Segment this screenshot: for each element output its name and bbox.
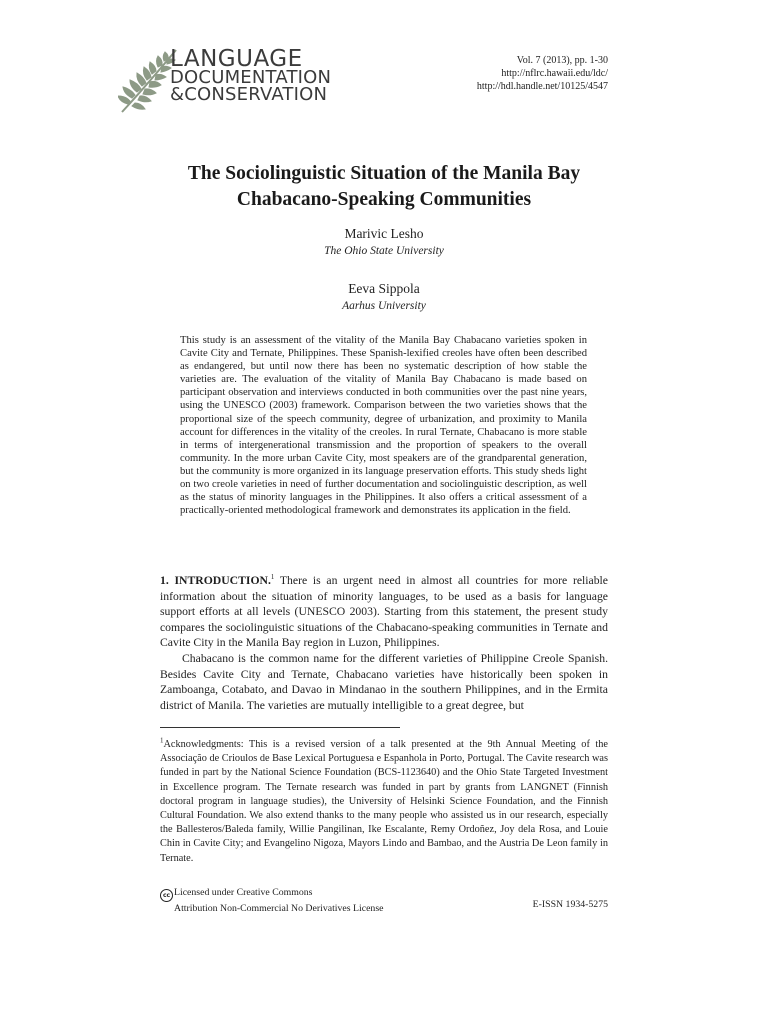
footnote-divider bbox=[160, 727, 400, 728]
author-name: Marivic Lesho bbox=[344, 226, 424, 241]
author-affiliation: Aarhus University bbox=[342, 300, 426, 312]
intro-paragraph-1 bbox=[160, 573, 608, 651]
license-line-2: Attribution Non-Commercial No Derivatives License bbox=[174, 903, 384, 914]
handle-url[interactable]: http://hdl.handle.net/10125/4547 bbox=[476, 81, 608, 92]
license-notice bbox=[160, 886, 384, 915]
volume-info: Vol. 7 (2013), pp. 1-30 bbox=[516, 55, 608, 66]
logo-line-3: &CONSERVATION bbox=[170, 84, 328, 105]
license-line-1 bbox=[160, 886, 384, 902]
footnote-number: 1 bbox=[160, 736, 164, 745]
footnote-marker[interactable]: 1 bbox=[270, 573, 275, 582]
paragraph-text: There is an urgent need in almost all countries for more reliable information about the situation of minority languages, to be used as a basis for language support efforts at all levels (UNESCO 2003). Starting from this statement, the present study compares the sociolinguistic situations of the Chabacano-speaking communities in Ternate and Cavite City in the Manila Bay region in Luzon, Philippines. bbox=[160, 574, 608, 650]
creative-commons-icon: cc bbox=[160, 889, 173, 902]
footnote-text: Acknowledgments: This is a revised version of a talk presented at the 9th Annual Meeting of the Associação de Crioulos de Base Lexical Portuguesa e Espanhola in Porto, Portugal. The Cavite research was funded in part by the National Science Foundation (BCS-1123640) and the Ohio State Targeted Investment in Excellence program. The Ternate research was funded in part by grants from LANGNET (Finnish doctoral program in language studies), the University of Helsinki Science Foundation, and the Finnish Cultural Foundation. We also extend thanks to the many people who assisted us in our research, especially the Ballesteros/Baleda family, Willie Pangilinan, Ike Escalante, Remy Ordoñez, Joy dela Rosa, and Louie Chin in Cavite City; and Evangelino Nigoza, Mayors Lindo and Bambao, and the Austria De Leon family in Ternate. bbox=[160, 739, 608, 864]
journal-logo bbox=[118, 46, 418, 116]
license-label: Licensed under Creative Commons bbox=[174, 887, 313, 898]
issn: E-ISSN 1934-5275 bbox=[532, 899, 608, 910]
title-line-1: The Sociolinguistic Situation of the Manila Bay bbox=[187, 163, 581, 184]
intro-paragraph-2: Chabacano is the common name for the different varieties of Philippine Creole Spanish. Besides Cavite City and Ternate, Chabacano varieties have historically been spoken in Zamboanga, Cotabato, and Davao in Mindanao in the southern Philippines, and in the Ermita district of Manila. The varieties are mutually intelligible to a great degree, but bbox=[160, 651, 608, 712]
logo-line-1: LANGUAGE bbox=[170, 46, 303, 72]
logo-wordmark bbox=[170, 46, 332, 105]
paper-title bbox=[150, 161, 618, 213]
footnote bbox=[160, 738, 608, 866]
section-heading: 1. INTRODUCTION. bbox=[160, 574, 271, 587]
title-line-2: Chabacano-Speaking Communities bbox=[236, 189, 532, 210]
journal-metadata bbox=[477, 54, 608, 93]
author-name: Eeva Sippola bbox=[348, 281, 420, 296]
author-affiliation: The Ohio State University bbox=[324, 245, 444, 257]
journal-url[interactable]: http://nflrc.hawaii.edu/ldc/ bbox=[501, 68, 608, 79]
abstract: This study is an assessment of the vitality of the Manila Bay Chabacano varieties spoken in Cavite City and Ternate, Philippines. These Spanish-lexified creoles have often been described as endangered, but until now there has been no systematic description of how stable the varieties are. The evaluation of the vitality of Manila Bay Chabacano is made based on participant observation and interviews conducted in both communities over the past nine years, using the UNESCO (2003) framework. Comparison between the two varieties shows that the proportional size of the speech community, degree of urbanization, and proximity to Manila account for differences in the vitality of the creoles. In rural Ternate, Chabacano is more stable in terms of intergenerational transmission and the proportion of speakers to the overall community. In the more urban Cavite City, most speakers are of the grandparental generation, but the community is more organized in its language preservation efforts. This study sheds light on two creole varieties in need of further documentation and sociolinguistic description, as well as the status of minority languages in the Philippines. It also offers a critical assessment of a practically-oriented methodological framework and demonstrates its application in the field. bbox=[180, 335, 587, 517]
logo-line-2: DOCUMENTATION bbox=[170, 67, 332, 88]
introduction-section bbox=[160, 573, 608, 713]
